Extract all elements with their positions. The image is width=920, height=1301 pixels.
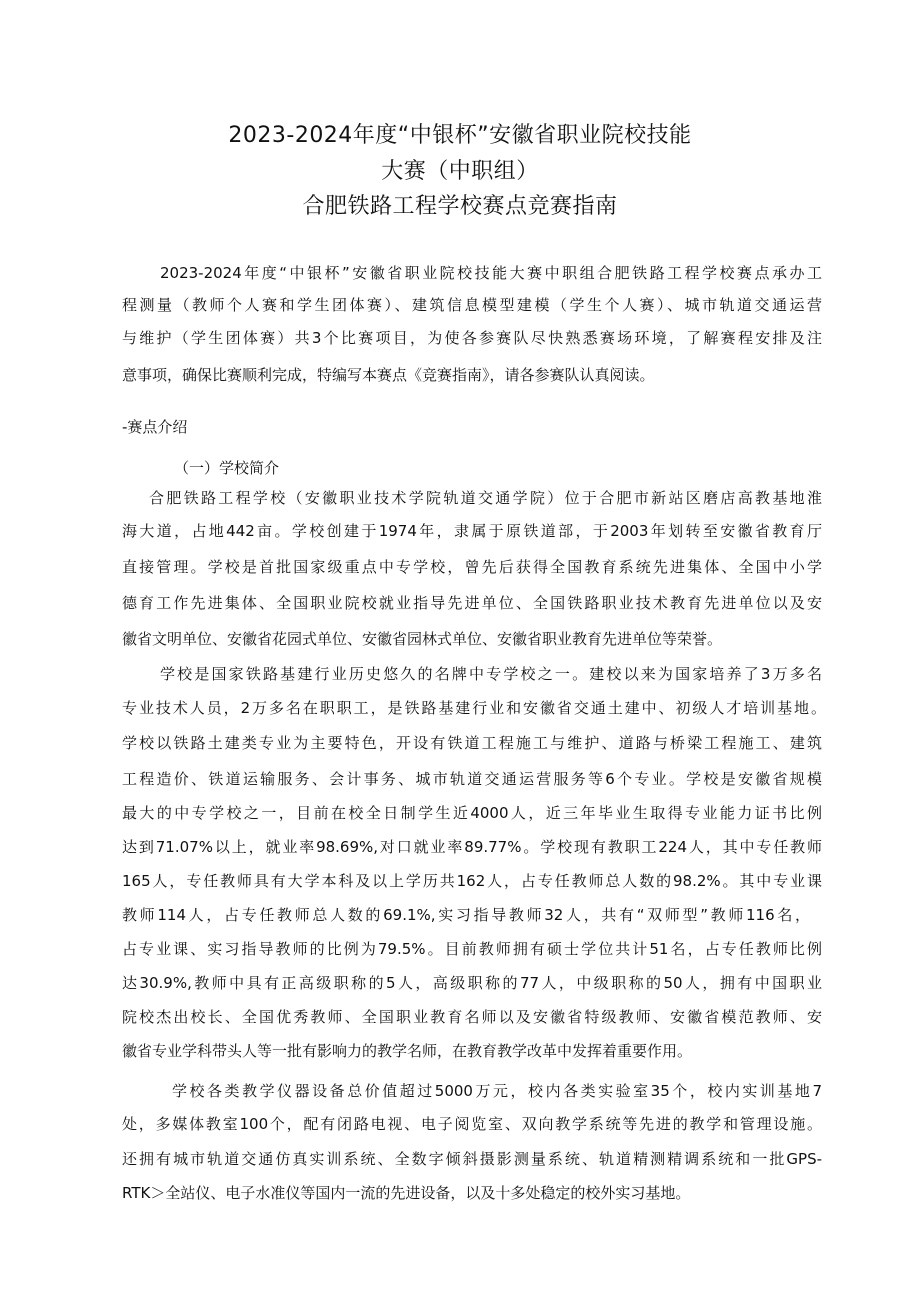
- para2-line: 工程造价、铁道运输服务、会计事务、城市轨道交通运营服务等6个专业。学校是安徽省规模: [122, 770, 822, 788]
- para1-line: 直接管理。学校是首批国家级重点中专学校，曾先后获得全国教育系统先进集体、全国中小学: [122, 558, 822, 576]
- intro-line: 意事项，确保比赛顺利完成，特编写本赛点《竞赛指南》，请各参赛队认真阅读。: [122, 366, 655, 384]
- para1-line: 徽省文明单位、安徽省花园式单位、安徽省园林式单位、安徽省职业教育先进单位等荣誉。: [122, 630, 723, 648]
- title-line-2: 大赛（中职组）: [381, 159, 539, 184]
- intro-line: 2023-2024年度“中银杯”安徽省职业院校技能大赛中职组合肥铁路工程学校赛点承办工: [160, 264, 822, 282]
- intro-line: 程测量（教师个人赛和学生团体赛）、建筑信息模型建模（学生个人赛）、城市轨道交通运营: [122, 296, 822, 314]
- para1-line: 合肥铁路工程学校（安徽职业技术学院轨道交通学院）位于合肥市新站区磨店高教基地淮: [149, 489, 822, 507]
- para1-line: 德育工作先进集体、全国职业院校就业指导先进单位、全国铁路职业技术教育先进单位以及安: [122, 594, 822, 612]
- para2-line: 专业技术人员，2万多名在职职工，是铁路基建行业和安徽省交通土建中、初级人才培训基地。: [122, 699, 826, 717]
- para1-line: 海大道，占地442亩。学校创建于1974年，隶属于原铁道部，于2003年划转至安徽省教育厅: [122, 522, 822, 540]
- para2-line: 最大的中专学校之一，目前在校全日制学生近4000人，近三年毕业生取得专业能力证书比例: [122, 804, 822, 822]
- title-line-1: 2023-2024年度“中银杯”安徽省职业院校技能: [228, 123, 692, 148]
- intro-line: 与维护（学生团体赛）共3个比赛项目，为使各参赛队尽快熟悉赛场环境，了解赛程安排及注: [122, 329, 822, 347]
- para2-line: 徽省专业学科带头人等一批有影响力的教学名师，在教育教学改革中发挥着重要作用。: [122, 1042, 693, 1060]
- para2-line: 学校以铁路土建类专业为主要特色，开设有铁道工程施工与维护、道路与桥梁工程施工、建筑: [122, 734, 822, 752]
- subsection-heading: （一）学校简介: [174, 459, 280, 477]
- para2-line: 达30.9%,教师中具有正高级职称的5人，高级职称的77人，中级职称的50人，拥有中国职业: [122, 974, 822, 992]
- para3-line: 还拥有城市轨道交通仿真实训系统、全数字倾斜摄影测量系统、轨道精测精调系统和一批GPS-: [122, 1150, 822, 1168]
- para2-line: 学校是国家铁路基建行业历史悠久的名牌中专学校之一。建校以来为国家培养了3万多名: [160, 665, 822, 683]
- title-line-3: 合肥铁路工程学校赛点竞赛指南: [302, 194, 618, 219]
- para2-line: 院校杰出校长、全国优秀教师、全国职业教育名师以及安徽省特级教师、安徽省模范教师、安: [122, 1008, 822, 1026]
- para2-line: 占专业课、实习指导教师的比例为79.5%。目前教师拥有硕士学位共计51名，占专任教师比例: [122, 940, 822, 958]
- para2-line: 教师114人，占专任教师总人数的69.1%,实习指导教师32人，共有“双师型”教师116名，: [122, 906, 810, 924]
- para2-line: 165人，专任教师具有大学本科及以上学历共162人，占专任教师总人数的98.2%。其中专业课: [122, 872, 822, 890]
- para3-line: 学校各类教学仪器设备总价值超过5000万元，校内各类实验室35个，校内实训基地7: [172, 1082, 822, 1100]
- para2-line: 达到71.07%以上，就业率98.69%,对口就业率89.77%。学校现有教职工224人，其中专任教师: [122, 838, 822, 856]
- para3-line: 处，多媒体教室100个，配有闭路电视、电子阅览室、双向教学系统等先进的教学和管理设施。: [122, 1115, 822, 1133]
- section-heading: -赛点介绍: [122, 418, 188, 436]
- para3-line: RTK＞全站仪、电子水准仪等国内一流的先进设备，以及十多处稳定的校外实习基地。: [122, 1184, 691, 1202]
